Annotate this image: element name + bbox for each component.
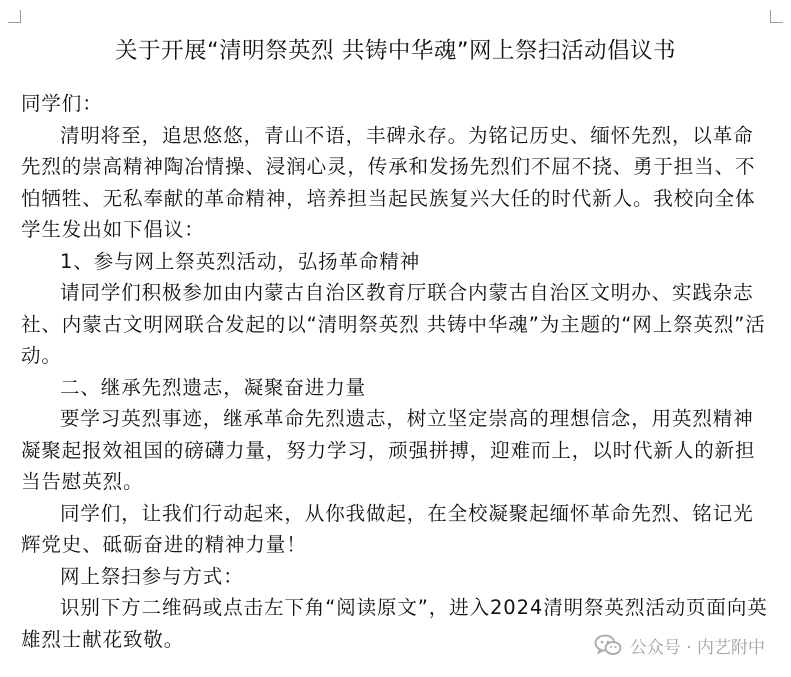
watermark-text: 公众号 · 内艺附中 [629,637,765,658]
section-1-paragraph: 请同学们积极参加由内蒙古自治区教育厅联合内蒙古自治区文明办、实践杂志社、内蒙古文明网联合发起的以“清明祭英烈 共铸中华魂”为主题的“网上祭英烈”活动。 [21,281,766,367]
wechat-icon [594,633,622,657]
page-corner-mark-right [770,10,783,23]
participation-paragraph: 识别下方二维码或点击左下角“阅读原文”，进入2024清明祭英烈活动页面向英雄烈士献花致敬。 [21,596,768,651]
section-heading-2: 二、继承先烈遗志，凝聚奋进力量 [60,375,367,399]
call-to-action-paragraph: 同学们，让我们行动起来，从你我做起，在全校凝聚起缅怀革命先烈、铭记光辉党史、砥砺奋进的精神力量！ [21,501,754,556]
participation-heading: 网上祭扫参与方式： [60,564,244,588]
account-watermark [594,631,765,659]
page-corner-mark-left [8,10,21,23]
document-body [21,88,773,655]
intro-paragraph: 清明将至，追思悠悠，青山不语，丰碑永存。为铭记历史、缅怀先烈，以革命先烈的崇高精神陶冶情操、浸润心灵，传承和发扬先烈们不屈不挠、勇于担当、不怕牺牲、无私奉献的革命精神，培养担当起民族复兴大任的时代新人。我校向全体学生发出如下倡议： [21,123,756,241]
salutation: 同学们： [21,92,103,115]
document-title: 关于开展“清明祭英烈 共铸中华魂”网上祭扫活动倡议书 [115,38,676,64]
section-heading-1: 1、参与网上祭英烈活动，弘扬革命精神 [60,249,421,273]
section-2-paragraph: 要学习英烈事迹，继承革命先烈遗志，树立坚定崇高的理想信念，用英烈精神凝聚起报效祖国的磅礴力量，努力学习，顽强拼搏，迎难而上，以时代新人的新担当告慰英烈。 [21,407,756,493]
